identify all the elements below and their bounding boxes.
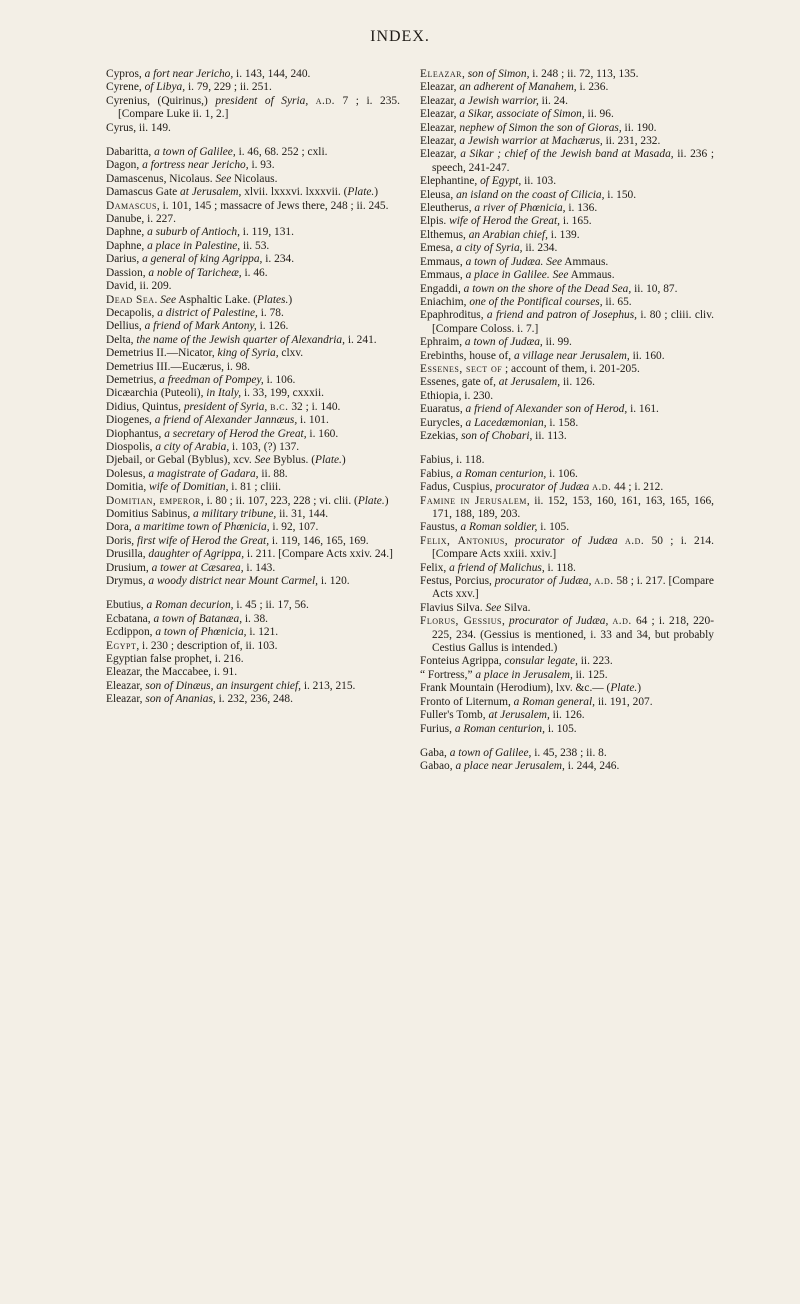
index-entry: Emesa, a city of Syria, ii. 234. <box>420 242 558 255</box>
index-entry: Djebail, or Gebal (Byblus), xcv. See Byblus. (Plate.) <box>106 454 346 467</box>
index-entry: Dead Sea. See Asphaltic Lake. (Plates.) <box>106 293 293 306</box>
index-entry: Eleazar, nephew of Simon the son of Gioras, ii. 190. <box>420 121 657 134</box>
index-entry: Dicæarchia (Puteoli), in Italy, i. 33, 199, cxxxii. <box>106 387 324 400</box>
index-entry: Domitius Sabinus, a military tribune, ii. 31, 144. <box>106 508 329 520</box>
index-entry: Diophantus, a secretary of Herod the Great, i. 160. <box>106 427 339 440</box>
index-entry: Eleazar, a Jewish warrior, ii. 24. <box>420 94 568 107</box>
index-entry: Egyptian false prophet, i. 216. <box>106 653 244 666</box>
index-entry: Fonteius Agrippa, consular legate, ii. 223. <box>420 655 613 668</box>
index-entry: Doris, first wife of Herod the Great, i. 119, 146, 165, 169. <box>106 534 369 547</box>
index-entry: Demetrius, a freedman of Pompey, i. 106. <box>106 373 296 386</box>
index-entry: Eleazar, the Maccabee, i. 91. <box>106 666 238 679</box>
index-entry: Eniachim, one of the Pontifical courses, ii. 65. <box>420 295 632 308</box>
index-entry: Cyrenius, (Quirinus,) president of Syria, a.d. 7 ; i. 235. [Compare Luke ii. 1, 2.] <box>106 94 400 121</box>
index-entry: Eleazar, son of Simon, i. 248 ; ii. 72, 113, 135. <box>420 68 639 80</box>
index-entry: Damascus, i. 101, 145 ; massacre of Jews there, 248 ; ii. 245. <box>106 199 389 212</box>
index-entry: Dassion, a noble of Taricheæ, i. 46. <box>106 266 268 279</box>
index-entry: Epaphroditus, a friend and patron of Josephus, i. 80 ; cliii. cliv. [Compare Coloss. i. 7.] <box>420 309 715 335</box>
index-entry: Essenes, sect of ; account of them, i. 201-205. <box>420 362 640 375</box>
index-entry: Ecdippon, a town of Phœnicia, i. 121. <box>106 626 279 639</box>
index-entry: Daphne, a place in Palestine, ii. 53. <box>106 239 270 252</box>
section-gap <box>106 135 400 146</box>
section-gap <box>420 736 714 747</box>
index-entry: Danube, i. 227. <box>106 213 176 226</box>
index-entry: Dolesus, a magistrate of Gadara, ii. 88. <box>106 467 288 480</box>
index-entry: Eurycles, a Lacedæmonian, i. 158. <box>420 416 579 429</box>
index-entry: Eleazar, son of Dinæus, an insurgent chief, i. 213, 215. <box>106 679 356 692</box>
index-entry: Daphne, a suburb of Antioch, i. 119, 131. <box>106 226 294 239</box>
index-entry: Eleazar, son of Ananias, i. 232, 236, 248. <box>106 693 293 706</box>
index-entry: Emmaus, a place in Galilee. See Ammaus. <box>420 269 615 282</box>
index-entry: Cyrus, ii. 149. <box>106 121 171 134</box>
index-entry: “ Fortress,” a place in Jerusalem, ii. 125. <box>420 668 608 681</box>
index-entry: Fadus, Cuspius, procurator of Judæa a.d. 44 ; i. 212. <box>420 481 664 494</box>
index-entry: Damascenus, Nicolaus. See Nicolaus. <box>106 172 278 185</box>
index-entry: Engaddi, a town on the shore of the Dead Sea, ii. 10, 87. <box>420 282 678 295</box>
index-entry: Euaratus, a friend of Alexander son of Herod, i. 161. <box>420 403 659 416</box>
index-entry: Dora, a maritime town of Phœnicia, i. 92, 107. <box>106 521 319 534</box>
index-entry: Essenes, gate of, at Jerusalem, ii. 126. <box>420 376 595 389</box>
index-entry: Ethiopia, i. 230. <box>420 389 494 402</box>
index-entry: Erebinths, house of, a village near Jerusalem, ii. 160. <box>420 349 665 362</box>
section-gap <box>420 443 714 454</box>
index-entry: Fronto of Liternum, a Roman general, ii. 191, 207. <box>420 695 653 708</box>
page-title: INDEX. <box>370 28 430 45</box>
index-entry: Fuller's Tomb, at Jerusalem, ii. 126. <box>420 709 585 722</box>
index-entry: Ephraim, a town of Judæa, ii. 99. <box>420 336 572 349</box>
index-entry: Eleazar, an adherent of Manahem, i. 236. <box>420 81 609 94</box>
index-entry: Domitian, emperor, i. 80 ; ii. 107, 223, 228 ; vi. clii. (Plate.) <box>106 494 389 507</box>
index-entry: Felix, a friend of Malichus, i. 118. <box>420 561 576 574</box>
index-entry: Furius, a Roman centurion, i. 105. <box>420 722 577 735</box>
index-entry: Dabaritta, a town of Galilee, i. 46, 68. 252 ; cxli. <box>106 146 328 159</box>
index-entry: Emmaus, a town of Judæa. See Ammaus. <box>420 255 609 268</box>
index-entry: Frank Mountain (Herodium), lxv. &c.— (Plate.) <box>420 682 642 695</box>
index-entry: Fabius, i. 118. <box>420 454 485 467</box>
index-entry: Gaba, a town of Galilee, i. 45, 238 ; ii. 8. <box>420 746 607 759</box>
index-entry: Drymus, a woody district near Mount Carmel, i. 120. <box>106 575 350 588</box>
index-entry: Demetrius III.—Eucærus, i. 98. <box>106 360 250 373</box>
index-entry: Dellius, a friend of Mark Antony, i. 126. <box>106 320 289 333</box>
index-entry: Delta, the name of the Jewish quarter of Alexandria, i. 241. <box>106 333 377 346</box>
index-entry: Felix, Antonius, procurator of Judæa a.d. 50 ; i. 214. [Compare Acts xxiii. xxiv.] <box>420 534 714 561</box>
index-entry: Famine in Jerusalem, ii. 152, 153, 160, 161, 163, 165, 166, 171, 188, 189, 203. <box>420 494 714 520</box>
index-columns <box>106 68 714 774</box>
index-entry: Flavius Silva. See Silva. <box>420 601 531 614</box>
index-entry: Cypros, a fort near Jericho, i. 143, 144, 240. <box>106 68 311 80</box>
index-entry: Demetrius II.—Nicator, king of Syria, clxv. <box>106 347 304 360</box>
index-entry: Dagon, a fortress near Jericho, i. 93. <box>106 159 275 172</box>
index-entry: Eleazar, a Jewish warrior at Machærus, ii. 231, 232. <box>420 135 661 148</box>
index-entry: Eleazar, a Sikar, associate of Simon, ii. 96. <box>420 108 614 121</box>
index-entry: Darius, a general of king Agrippa, i. 234. <box>106 253 295 266</box>
index-entry: Drusilla, daughter of Agrippa, i. 211. [Compare Acts xxiv. 24.] <box>106 548 393 561</box>
index-entry: Domitia, wife of Domitian, i. 81 ; cliii. <box>106 481 281 494</box>
index-entry: Elephantine, of Egypt, ii. 103. <box>420 175 557 188</box>
index-entry: Egypt, i. 230 ; description of, ii. 103. <box>106 639 278 652</box>
index-column-left <box>106 68 400 774</box>
index-entry: David, ii. 209. <box>106 280 172 293</box>
index-entry: Florus, Gessius, procurator of Judæa, a.d. 64 ; i. 218, 220-225, 234. (Gessius is mentioned, i. 33 and 34, but probably Cestius Gallus is intended.) <box>420 615 714 655</box>
index-entry: Elpis. wife of Herod the Great, i. 165. <box>420 215 592 228</box>
index-entry: Elthemus, an Arabian chief, i. 139. <box>420 228 580 241</box>
index-entry: Diospolis, a city of Arabia, i. 103, (?) 137. <box>106 440 300 453</box>
index-entry: Damascus Gate at Jerusalem, xlvii. lxxxvi. lxxxvii. (Plate.) <box>106 186 379 199</box>
index-entry: Gabao, a place near Jerusalem, i. 244, 246. <box>420 760 620 773</box>
index-entry: Eleusa, an island on the coast of Cilicia, i. 150. <box>420 188 637 201</box>
index-entry: Eleazar, a Sikar ; chief of the Jewish band at Masada, ii. 236 ; speech, 241-247. <box>420 148 714 174</box>
index-entry: Ezekias, son of Chobari, ii. 113. <box>420 429 567 442</box>
index-entry: Ecbatana, a town of Batanæa, i. 38. <box>106 612 268 625</box>
index-entry: Eleutherus, a river of Phœnicia, i. 136. <box>420 202 598 215</box>
index-entry: Didius, Quintus, president of Syria, b.c. 32 ; i. 140. <box>106 400 341 413</box>
index-entry: Cyrene, of Libya, i. 79, 229 ; ii. 251. <box>106 81 272 94</box>
section-gap <box>106 588 400 599</box>
index-entry: Ebutius, a Roman decurion, i. 45 ; ii. 17, 56. <box>106 599 309 612</box>
index-entry: Faustus, a Roman soldier, i. 105. <box>420 521 570 534</box>
index-entry: Fabius, a Roman centurion, i. 106. <box>420 467 578 480</box>
index-entry: Decapolis, a district of Palestine, i. 78. <box>106 306 284 319</box>
index-column-right <box>420 68 714 774</box>
index-entry: Drusium, a tower at Cæsarea, i. 143. <box>106 561 276 574</box>
index-entry: Diogenes, a friend of Alexander Jannæus, i. 101. <box>106 414 329 427</box>
index-entry: Festus, Porcius, procurator of Judæa, a.d. 58 ; i. 217. [Compare Acts xxv.] <box>420 575 714 601</box>
